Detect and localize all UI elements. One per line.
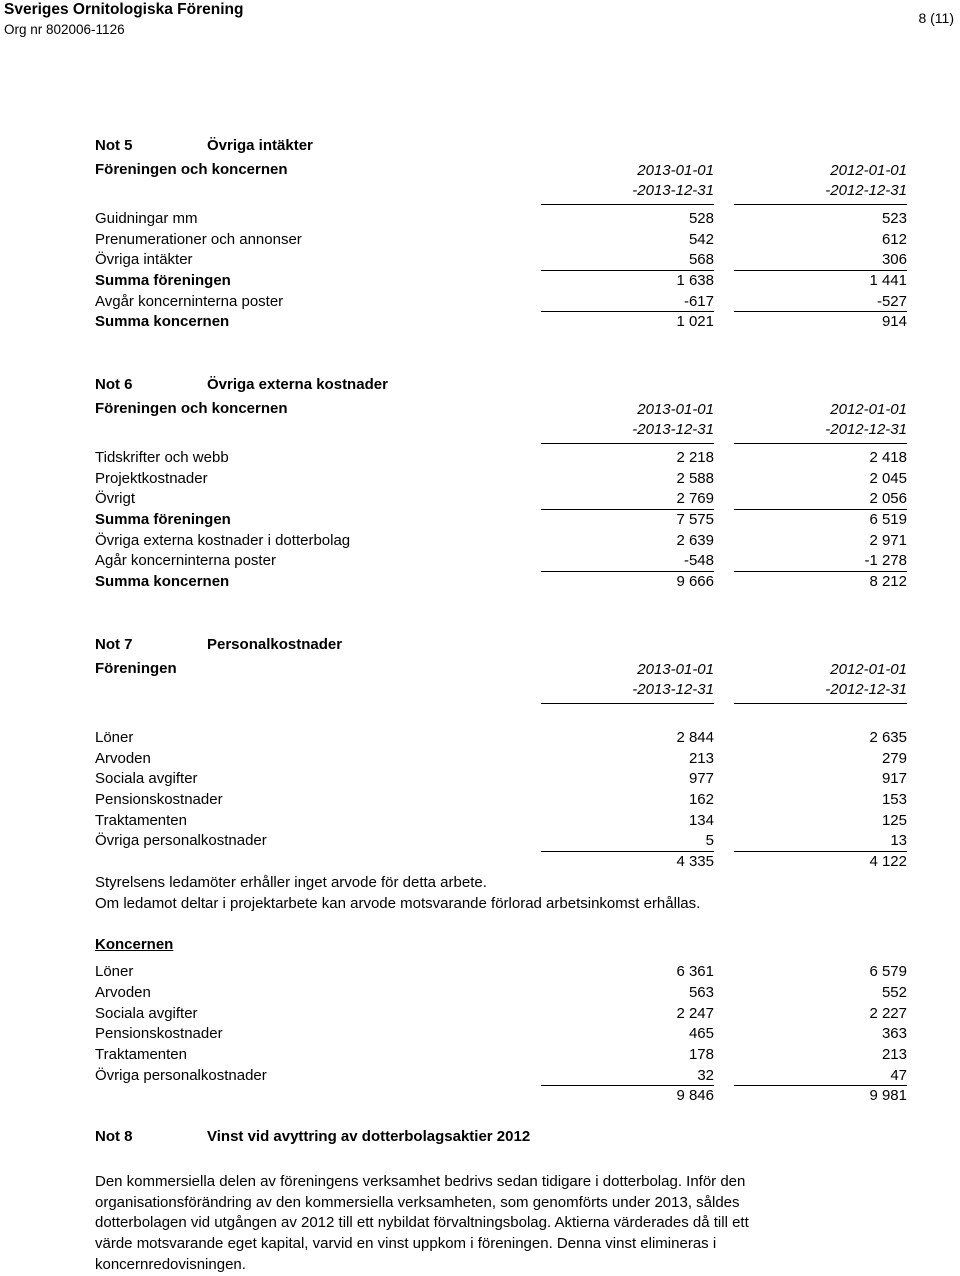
note-8-section [95,1128,907,1152]
table-row: Övrigt 2 769 2 056 [95,489,907,510]
column-header [95,400,907,444]
header-rule [734,204,907,205]
note-7-section [95,636,907,1107]
page-number: 8 (11) [918,10,954,26]
header-rule [541,443,714,444]
table-row: Löner 2 844 2 635 [95,729,907,746]
group-header [95,936,907,958]
board-fee-note: Styrelsens ledamöter erhåller inget arvode för detta arbete. [95,873,487,891]
header-rule [734,703,907,704]
table-row: Traktamenten 178 213 [95,1045,907,1063]
period-2012: 2012-01-01 -2012-12-31 [825,661,907,698]
note-heading: Personalkostnader [207,636,343,653]
table-row: Tidskrifter och webb 2 218 2 418 [95,449,907,466]
table-row: Pensionskostnader 162 153 [95,791,907,809]
total-row: Summa koncernen 1 021 914 [95,313,907,331]
paragraph-line: värde motsvarande eget kapital, varvid en vinst uppkom i föreningen. Denna vinst elimineras i [95,1235,717,1253]
note-7-title [95,636,907,660]
period-2013: 2013-01-01 -2013-12-31 [632,162,714,199]
subtotal-row: Summa föreningen 7 575 6 519 [95,511,907,529]
table-row: Traktamenten 134 125 [95,811,907,829]
paragraph-line: koncernredovisningen. [95,1255,246,1273]
period-2013: 2013-01-01 -2013-12-31 [632,401,714,438]
group-label: Föreningen [95,660,177,677]
total-row: 9 846 9 981 [676,1087,907,1105]
period-2012: 2012-01-01 -2012-12-31 [825,401,907,438]
note-number: Not 7 [95,636,133,653]
note-heading: Övriga intäkter [207,137,313,154]
project-fee-note: Om ledamot deltar i projektarbete kan arvode motsvarande förlorad arbetsinkomst erhållas. [95,894,701,912]
table-row: Övriga personalkostnader 32 47 [95,1066,907,1087]
table-row: Sociala avgifter 977 917 [95,770,907,788]
column-header [95,660,907,704]
table-row: Löner 6 361 6 579 [95,963,907,981]
table-row: Projektkostnader 2 588 2 045 [95,469,907,487]
note-heading: Vinst vid avyttring av dotterbolagsaktier 2012 [207,1128,531,1145]
group-label: Koncernen [95,936,174,954]
period-2013: 2013-01-01 -2013-12-31 [632,661,714,698]
table-row: Agår koncerninterna poster -548 -1 278 [95,551,907,572]
note-heading: Övriga externa kostnader [207,376,388,393]
table-row: Prenumerationer och annonser 542 612 [95,230,907,248]
header-rule [541,204,714,205]
table-row: Arvoden 563 552 [95,983,907,1001]
table-row: Guidningar mm 528 523 [95,210,907,227]
header-rule [734,443,907,444]
total-row: 4 335 4 122 [676,853,907,871]
table-row: Pensionskostnader 465 363 [95,1025,907,1043]
note-8-title [95,1128,907,1152]
note-number: Not 6 [95,376,133,393]
note-6-section [95,376,907,593]
table-row: Övriga externa kostnader i dotterbolag 2 639 2 971 [95,531,907,549]
note-5-title [95,137,907,161]
table-row: Arvoden 213 279 [95,749,907,767]
table-row: Avgår koncerninterna poster -617 -527 [95,292,907,313]
subtotal-row: Summa föreningen 1 638 1 441 [95,272,907,290]
paragraph-line: organisationsförändring av den kommersiella verksamheten, som genomförts under 2013, såldes [95,1193,740,1211]
note-number: Not 8 [95,1128,133,1145]
paragraph-line: Den kommersiella delen av föreningens verksamhet bedrivs sedan tidigare i dotterbolag. Inför den [95,1173,746,1190]
period-2012: 2012-01-01 -2012-12-31 [825,162,907,199]
note-number: Not 5 [95,137,133,154]
table-row: Övriga intäkter 568 306 [95,250,907,271]
table-row: Övriga personalkostnader 5 13 [95,831,907,852]
header-rule [541,703,714,704]
group-label: Föreningen och koncernen [95,161,288,178]
note-8-paragraph [95,1172,835,1276]
paragraph-line: dotterbolagen vid utgången av 2012 till ett nybildat förvaltningsbolag. Aktierna värderades då till ett [95,1214,749,1232]
group-label: Föreningen och koncernen [95,400,288,417]
organization-name: Sveriges Ornitologiska Förening [4,1,244,18]
table-row: Sociala avgifter 2 247 2 227 [95,1004,907,1022]
total-row: Summa koncernen 9 666 8 212 [95,573,907,591]
note-5-section [95,137,907,333]
organization-number: Org nr 802006-1126 [4,22,125,37]
note-6-title [95,376,907,400]
column-header [95,161,907,205]
